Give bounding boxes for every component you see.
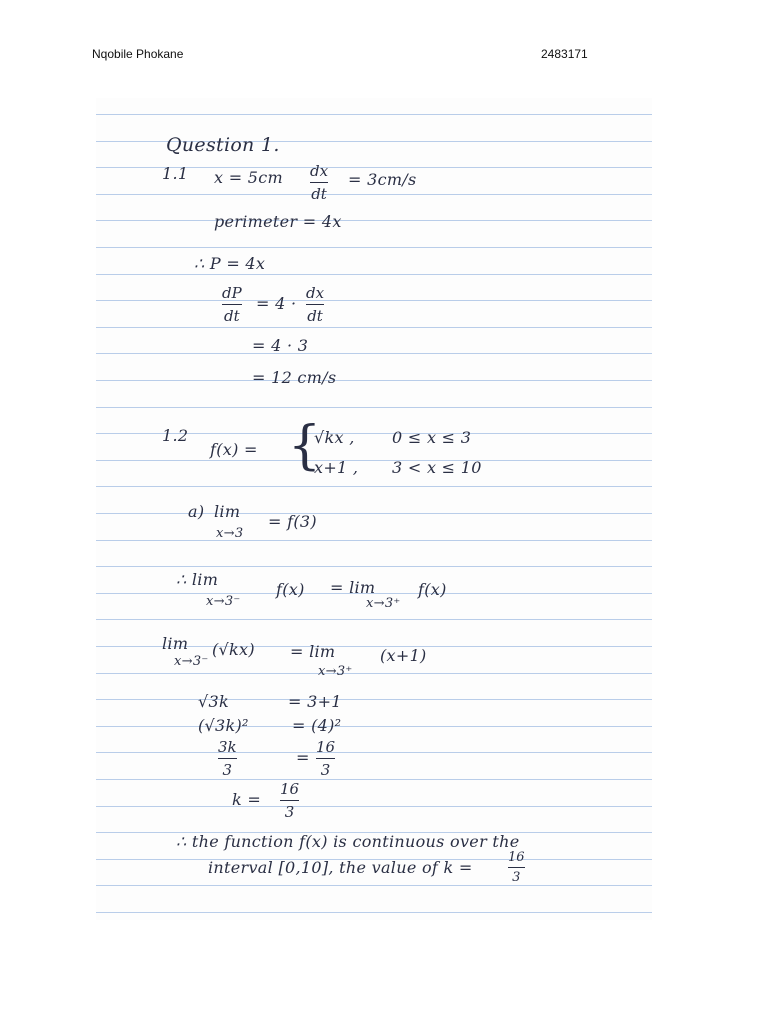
ruled-line xyxy=(96,407,652,408)
q1-1-perimeter: perimeter = 4x xyxy=(214,212,342,231)
ruled-line xyxy=(96,619,652,620)
q1-2-step3-right-fraction xyxy=(316,738,335,779)
ruled-line xyxy=(96,247,652,248)
q1-2-b-f1: f(x) xyxy=(276,580,305,599)
q1-2-step1-left: √3k xyxy=(198,692,229,711)
fraction-numerator: dx xyxy=(306,284,325,302)
ruled-line xyxy=(96,673,652,674)
q1-2-step3-eq: = xyxy=(296,748,310,767)
q1-1-number: 1.1 xyxy=(162,164,189,183)
student-name: Nqobile Phokane xyxy=(92,47,184,61)
q1-2-k-label: k = xyxy=(232,790,262,809)
lined-paper-scan xyxy=(96,98,652,920)
fraction-denominator: 3 xyxy=(284,803,295,821)
ruled-line xyxy=(96,460,652,461)
q1-2-conclusion-line1: ∴ the function f(x) is continuous over the xyxy=(176,832,520,851)
fraction-denominator: 3 xyxy=(222,761,233,779)
ruled-line xyxy=(96,540,652,541)
q1-2-b-f2: f(x) xyxy=(418,580,447,599)
q1-2-a-lim: lim xyxy=(214,502,241,521)
q1-2-c-eq: = lim xyxy=(290,642,336,661)
ruled-line xyxy=(96,699,652,700)
q1-2-case1-expr: √kx , xyxy=(314,428,355,447)
ruled-line xyxy=(96,752,652,753)
q1-2-conclusion-line2: interval [0,10], the value of k = xyxy=(208,858,473,877)
q1-1-therefore: ∴ P = 4x xyxy=(194,254,266,273)
q1-1-rate-fraction xyxy=(310,162,328,203)
q1-2-case2-expr: x+1 , xyxy=(314,458,359,477)
fraction-numerator: 16 xyxy=(280,780,300,798)
fraction-denominator: dt xyxy=(307,307,323,325)
fraction-numerator: dx xyxy=(310,162,329,180)
ruled-line xyxy=(96,806,652,807)
ruled-line xyxy=(96,566,652,567)
q1-2-b-eq: = lim xyxy=(330,578,376,597)
question-title: Question 1. xyxy=(166,134,280,156)
q1-2-b-sub1: x→3⁻ xyxy=(206,594,241,609)
fraction-numerator: 3k xyxy=(218,738,237,756)
q1-2-b-sub2: x→3⁺ xyxy=(366,596,401,611)
fraction-denominator: 3 xyxy=(512,870,521,885)
fraction-numerator: 16 xyxy=(316,738,336,756)
q1-1-rate-value: = 3cm/s xyxy=(348,170,417,189)
q1-2-c-sub2: x→3⁺ xyxy=(318,664,353,679)
q1-2-case2-cond: 3 < x ≤ 10 xyxy=(392,458,482,477)
ruled-line xyxy=(96,353,652,354)
ruled-line xyxy=(96,327,652,328)
ruled-line xyxy=(96,726,652,727)
q1-2-a-rhs: = f(3) xyxy=(268,512,317,531)
q1-2-conclusion-fraction xyxy=(508,850,525,885)
ruled-line xyxy=(96,513,652,514)
q1-2-c-sub1: x→3⁻ xyxy=(174,654,209,669)
ruled-line xyxy=(96,486,652,487)
ruled-line xyxy=(96,779,652,780)
q1-2-step3-left-fraction xyxy=(218,738,237,779)
q1-2-c-expr2: (x+1) xyxy=(380,646,427,665)
piecewise-brace: { xyxy=(288,416,322,476)
q1-1-dx-fraction xyxy=(306,284,324,325)
student-number: 2483171 xyxy=(541,47,588,61)
ruled-line xyxy=(96,912,652,913)
ruled-line xyxy=(96,220,652,221)
q1-2-b-lim1: ∴ lim xyxy=(176,570,219,589)
ruled-line xyxy=(96,274,652,275)
q1-2-case1-cond: 0 ≤ x ≤ 3 xyxy=(392,428,472,447)
q1-1-step1: = 4 · 3 xyxy=(252,336,309,355)
ruled-line xyxy=(96,300,652,301)
q1-1-dp-fraction xyxy=(222,284,242,325)
q1-2-step2-right: = (4)² xyxy=(292,716,342,735)
ruled-line xyxy=(96,885,652,886)
fraction-numerator: 16 xyxy=(508,850,525,865)
q1-2-step1-right: = 3+1 xyxy=(288,692,342,711)
q1-1-eq-mid: = 4 · xyxy=(256,294,297,313)
fraction-denominator: 3 xyxy=(320,761,331,779)
q1-2-k-fraction xyxy=(280,780,299,821)
fraction-numerator: dP xyxy=(222,284,242,302)
q1-2-fx: f(x) = xyxy=(210,440,258,459)
fraction-denominator: dt xyxy=(311,185,327,203)
q1-2-number: 1.2 xyxy=(162,426,189,445)
q1-2-c-expr1: (√kx) xyxy=(212,640,255,659)
q1-2-step2-left: (√3k)² xyxy=(198,716,249,735)
q1-2-a-label: a) xyxy=(188,502,205,521)
q1-1-given-x: x = 5cm xyxy=(214,168,284,187)
q1-2-c-lim1: lim xyxy=(162,634,189,653)
ruled-line xyxy=(96,380,652,381)
ruled-line xyxy=(96,114,652,115)
fraction-denominator: dt xyxy=(224,307,240,325)
q1-1-step2: = 12 cm/s xyxy=(252,368,337,387)
ruled-line xyxy=(96,194,652,195)
q1-2-a-sub: x→3 xyxy=(216,526,244,541)
